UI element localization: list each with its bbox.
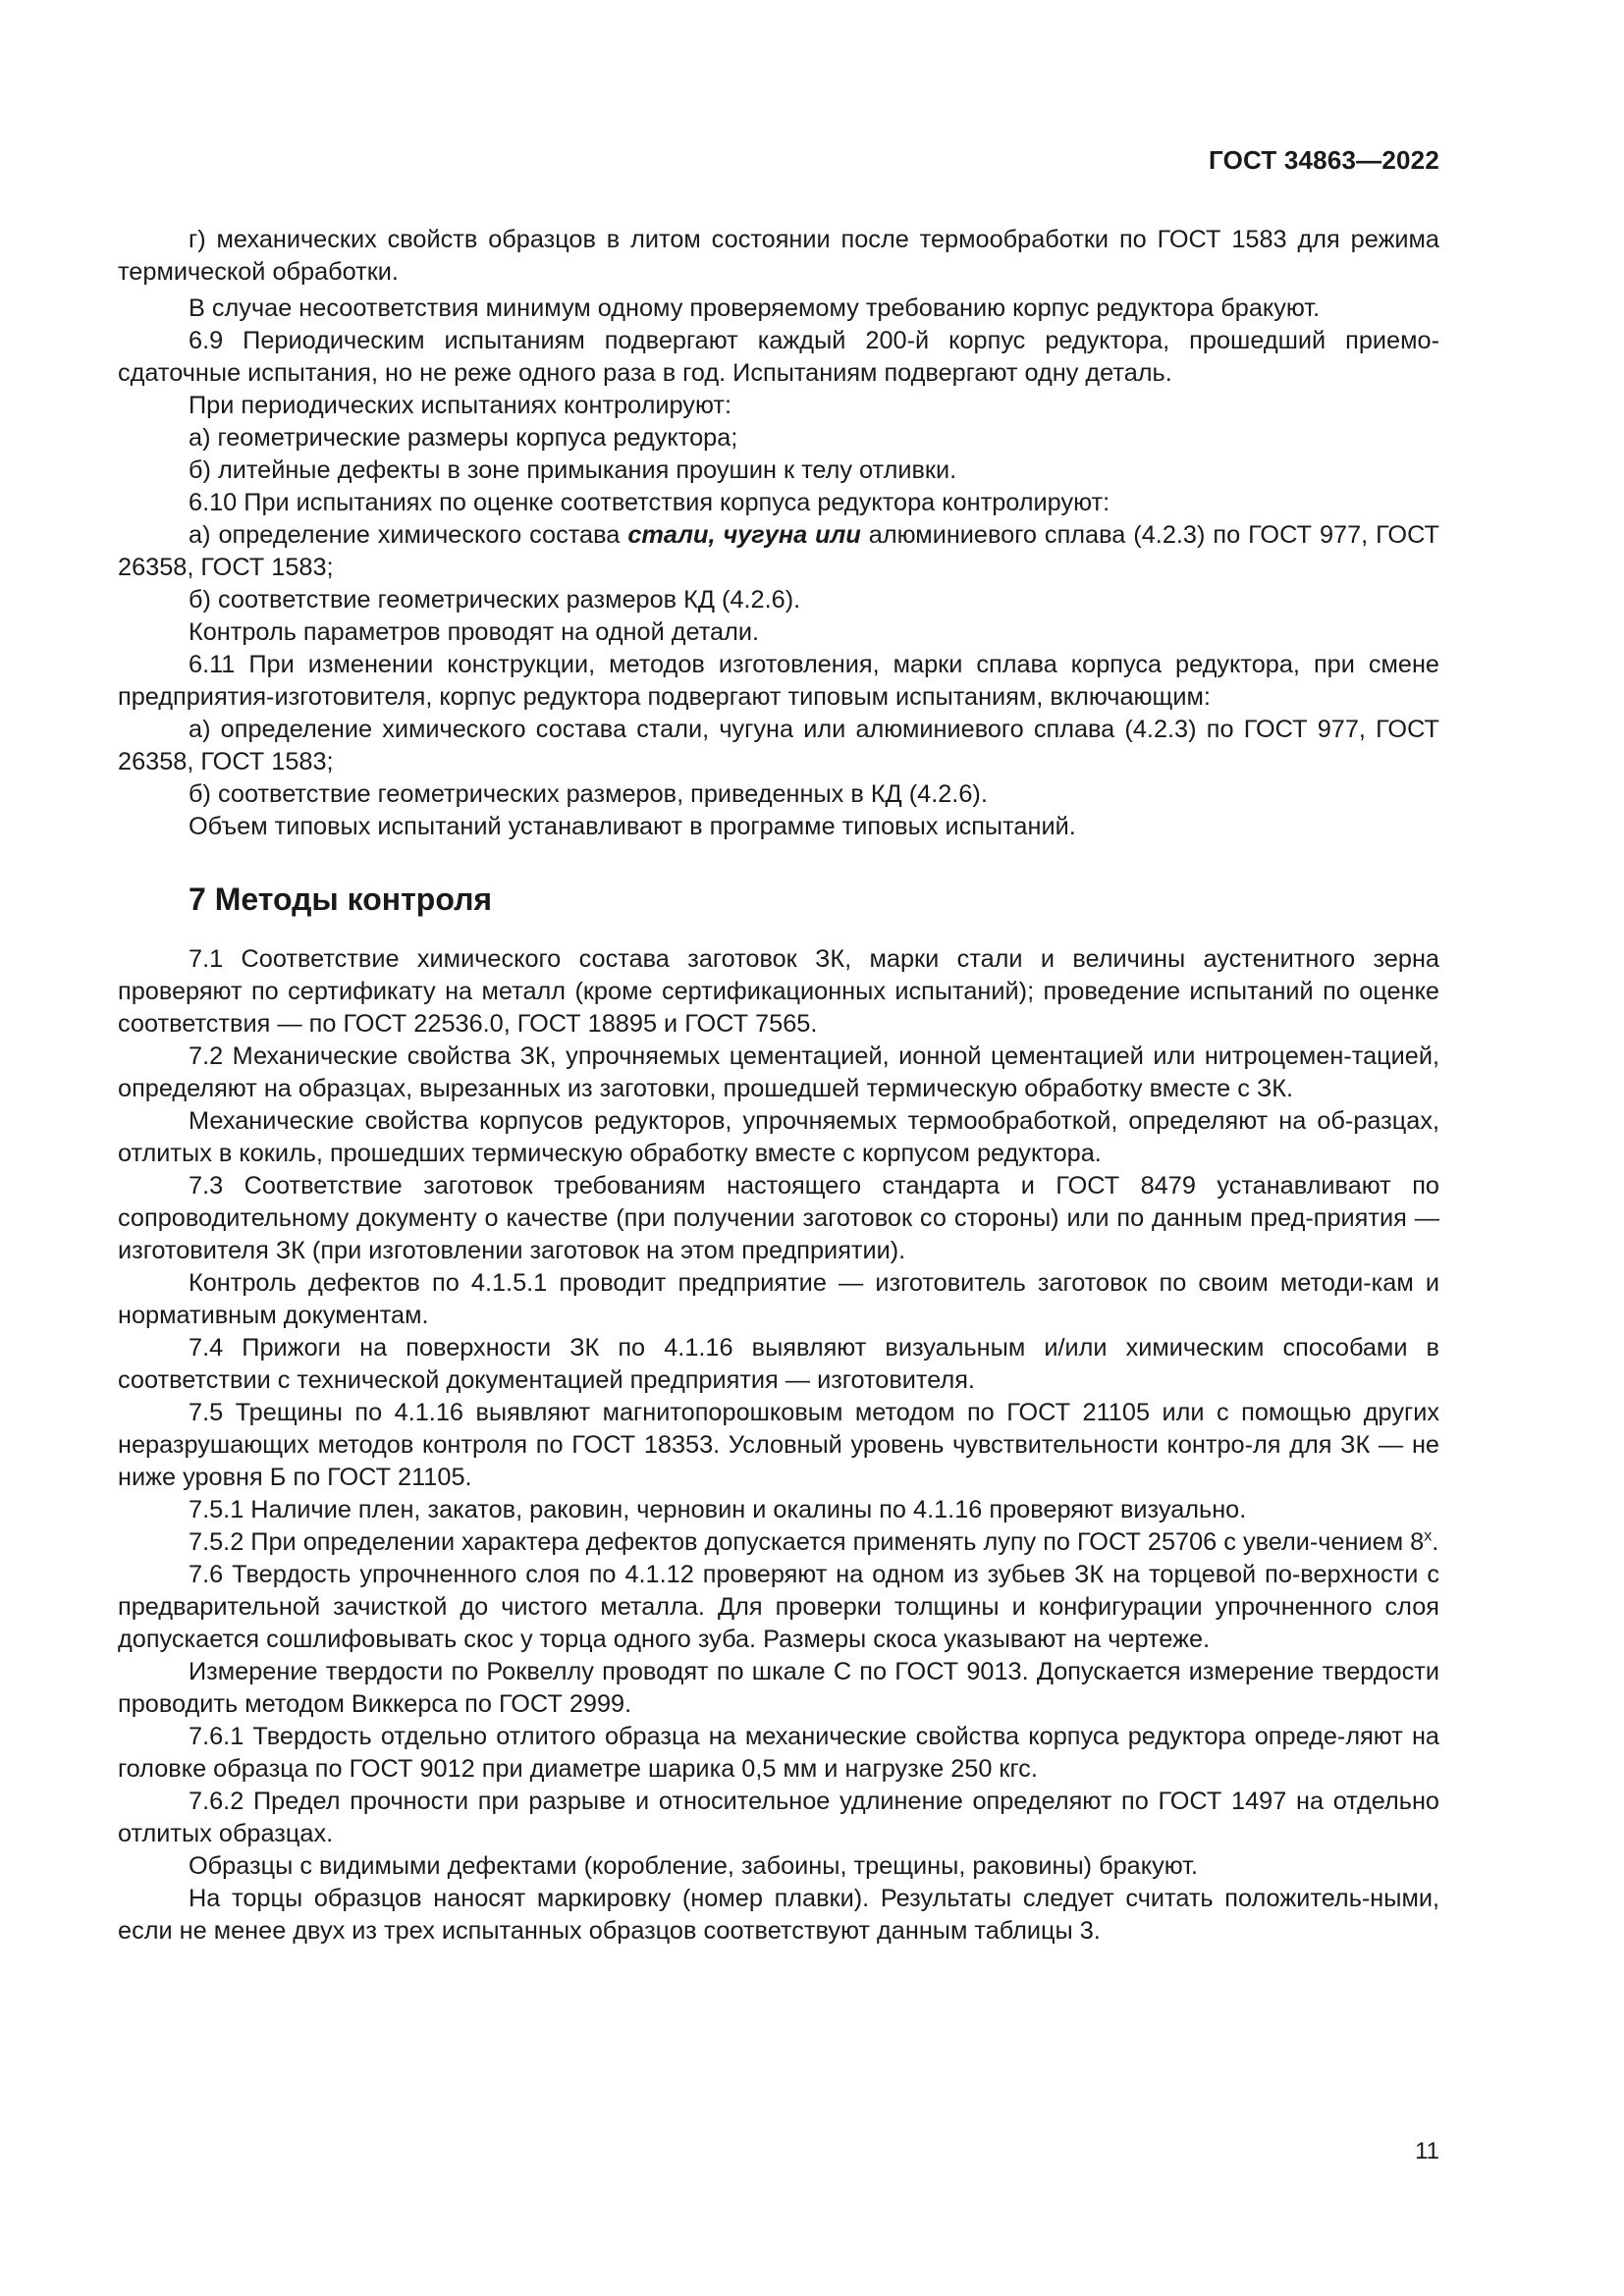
document-code: ГОСТ 34863—2022 (1209, 145, 1439, 175)
paragraph: 6.11 При изменении конструкции, методов изготовления, марки сплава корпуса редуктора, при смене предприятия-изготовителя, корпус редуктора подвергают типовым испытаниям, включающим: (118, 651, 1439, 711)
paragraph: 7.6.1 Твердость отдельно отлитого образца на механические свойства корпуса редуктора опреде-ляют на головке образца по ГОСТ 9012 при диаметре шарика 0,5 мм и нагрузке 250 кгс. (118, 1723, 1439, 1783)
list-item: б) соответствие геометрических размеров КД (4.2.6). (189, 586, 801, 614)
list-item: б) литейные дефекты в зоне примыкания проушин к телу отливки. (189, 456, 957, 484)
paragraph: 7.5 Трещины по 4.1.16 выявляют магнитопорошковым методом по ГОСТ 21105 или с помощью других неразрушающих методов контроля по ГОСТ 18353. Условный уровень чувствительности контро-ля для ЗК — не ниже уровня Б по ГОСТ 21105. (118, 1399, 1439, 1491)
list-item: б) соответствие геометрических размеров, приведенных в КД (4.2.6). (189, 780, 988, 808)
section-title: 7 Методы контроля (189, 881, 493, 917)
paragraph: 7.6 Твердость упрочненного слоя по 4.1.12 проверяют на одном из зубьев ЗК на торцевой по-верхности с предварительной зачисткой до чистого металла. Для проверки толщины и конфигурации упрочненного слоя допускается сошлифовывать скос у торца одного зуба. Размеры скоса указывают на чертеже. (118, 1561, 1439, 1653)
paragraph (118, 1526, 1439, 1559)
paragraph: Контроль параметров проводят на одной детали. (189, 618, 760, 646)
page-body (118, 224, 1439, 1948)
superscript: х (1424, 1527, 1433, 1545)
paragraph: 7.4 Прижоги на поверхности ЗК по 4.1.16 выявляют визуальным и/или химическим способами в соответствии с технической документацией предприятия — изготовителя. (118, 1334, 1439, 1394)
paragraph: 7.1 Соответствие химического состава заготовок ЗК, марки стали и величины аустенитного зерна проверяют по сертификату на металл (кроме сертификационных испытаний); проведение испытаний по оценке соответствия — по ГОСТ 22536.0, ГОСТ 18895 и ГОСТ 7565. (118, 945, 1439, 1038)
text-run: 7.5.2 При определении характера дефектов допускается применять лупу по ГОСТ 25706 с увели-чением 8 (189, 1528, 1425, 1556)
paragraph: 6.9 Периодическим испытаниям подвергают каждый 200-й корпус редуктора, прошедший приемо-сдаточные испытания, но не реже одного раза в год. Испытаниям подвергают одну деталь. (118, 327, 1439, 387)
paragraph: При периодических испытаниях контролируют: (189, 392, 731, 419)
text-run: а) определение химического состава (189, 521, 628, 549)
page-number: 11 (1415, 2138, 1439, 2164)
emphasized-text: стали, чугуна или (627, 521, 861, 549)
paragraph: 6.10 При испытаниях по оценке соответствия корпуса редуктора контролируют: (189, 489, 1110, 516)
list-item (118, 519, 1439, 584)
paragraph: Объем типовых испытаний устанавливают в программе типовых испытаний. (189, 813, 1076, 840)
paragraph: 7.2 Механические свойства ЗК, упрочняемых цементацией, ионной цементацией или нитроцемен-тацией, определяют на образцах, вырезанных из заготовки, прошедшей термическую обработку вместе с ЗК. (118, 1042, 1439, 1102)
paragraph: В случае несоответствия минимум одному проверяемому требованию корпус редуктора бракуют. (189, 294, 1321, 322)
paragraph: Образцы с видимыми дефектами (коробление, забоины, трещины, раковины) бракуют. (189, 1852, 1198, 1880)
paragraph: г) механических свойств образцов в литом состоянии после термообработки по ГОСТ 1583 для режима термической обработки. (118, 226, 1439, 286)
paragraph: 7.3 Соответствие заготовок требованиям настоящего стандарта и ГОСТ 8479 устанавливают по сопроводительному документу о качестве (при получении заготовок со стороны) или по данным пред-приятия — изготовителя ЗК (при изготовлении заготовок на этом предприятии). (118, 1172, 1439, 1264)
list-item: а) геометрические размеры корпуса редуктора; (189, 424, 738, 452)
paragraph: Механические свойства корпусов редукторов, упрочняемых термообработкой, определяют на об-разцах, отлитых в кокиль, прошедших термическую обработку вместе с корпусом редуктора. (118, 1107, 1439, 1167)
text-run: . (1432, 1528, 1439, 1556)
paragraph: На торцы образцов наносят маркировку (номер плавки). Результаты следует считать положитель-ными, если не менее двух из трех испытанных образцов соответствуют данным таблицы 3. (118, 1885, 1439, 1945)
text-run: алюминиевого сплава (4.2.3) по ГОСТ 977, ГОСТ 26358, ГОСТ 1583; (118, 521, 1439, 581)
paragraph: 7.5.1 Наличие плен, закатов, раковин, черновин и окалины по 4.1.16 проверяют визуально. (189, 1496, 1247, 1523)
list-item: а) определение химического состава стали, чугуна или алюминиевого сплава (4.2.3) по ГОСТ 977, ГОСТ 26358, ГОСТ 1583; (118, 716, 1439, 775)
paragraph: Контроль дефектов по 4.1.5.1 проводит предприятие — изготовитель заготовок по своим методи-кам и нормативным документам. (118, 1269, 1439, 1329)
paragraph: Измерение твердости по Роквеллу проводят по шкале С по ГОСТ 9013. Допускается измерение твердости проводить методом Виккерса по ГОСТ 2999. (118, 1658, 1439, 1718)
paragraph: 7.6.2 Предел прочности при разрыве и относительное удлинение определяют по ГОСТ 1497 на отдельно отлитых образцах. (118, 1788, 1439, 1847)
